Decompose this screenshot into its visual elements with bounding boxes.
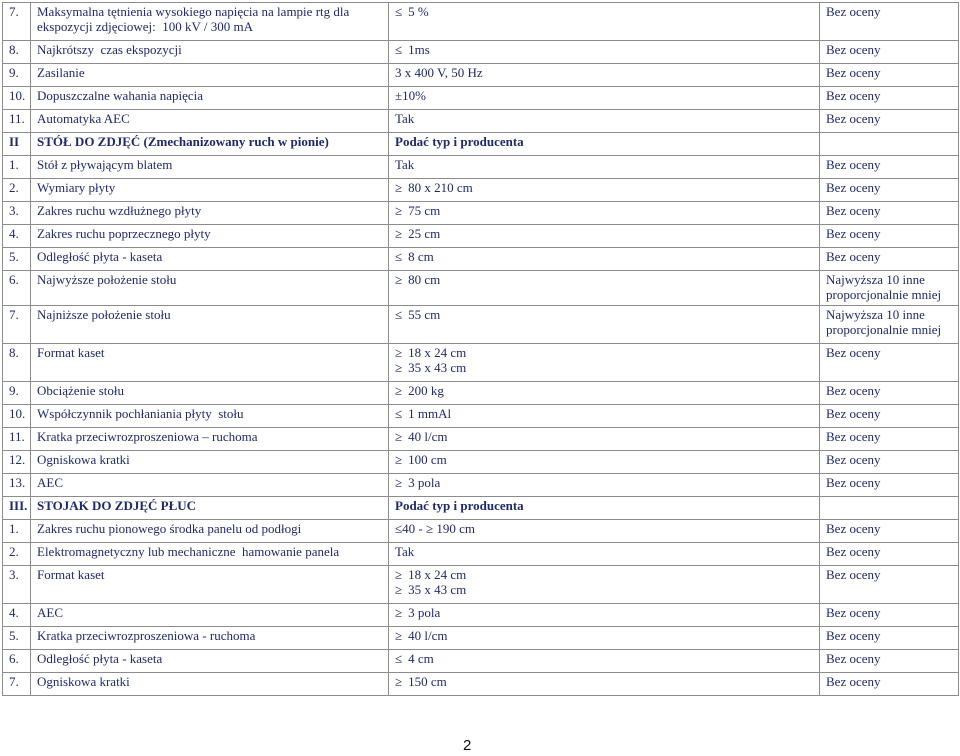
- row-number: 3.: [3, 202, 31, 225]
- evaluation-cell: Bez oceny: [820, 566, 959, 604]
- row-number: 13.: [3, 474, 31, 497]
- required-value-cell: [389, 87, 820, 110]
- parameter-label: Zakres ruchu wzdłużnego płyty: [31, 202, 389, 225]
- required-value-cell: [389, 248, 820, 271]
- required-value-cell: [389, 382, 820, 405]
- row-number: 12.: [3, 451, 31, 474]
- required-value: ≥ 25 cm: [395, 226, 814, 241]
- required-value: Tak: [395, 157, 415, 172]
- required-value-cell: [389, 474, 820, 497]
- table-row: [3, 248, 959, 271]
- row-number: 11.: [3, 110, 31, 133]
- required-value: ≥ 75 cm: [395, 203, 814, 218]
- parameter-label: Dopuszczalne wahania napięcia: [31, 87, 389, 110]
- required-value: Podać typ i producenta: [395, 134, 524, 149]
- parameter-label: Ogniskowa kratki: [31, 451, 389, 474]
- row-number: 7.: [3, 673, 31, 696]
- evaluation-cell: Bez oceny: [820, 41, 959, 64]
- parameter-label: Kratka przeciwrozproszeniowa - ruchoma: [31, 627, 389, 650]
- evaluation-cell: Bez oceny: [820, 673, 959, 696]
- row-number: 4.: [3, 225, 31, 248]
- row-number: III.: [3, 497, 31, 520]
- required-value-cell: [389, 497, 820, 520]
- required-value-cell: [389, 133, 820, 156]
- section-title: STÓŁ DO ZDJĘĆ (Zmechanizowany ruch w pionie): [31, 133, 389, 156]
- required-value-cell: [389, 41, 820, 64]
- table-row: [3, 405, 959, 428]
- required-value-cell: [389, 344, 820, 382]
- parameter-label: Odległość płyta - kaseta: [31, 650, 389, 673]
- table-row: [3, 87, 959, 110]
- table-row: [3, 650, 959, 673]
- parameter-label: Najkrótszy czas ekspozycji: [31, 41, 389, 64]
- required-value: Tak: [395, 111, 415, 126]
- parameter-label: Maksymalna tętnienia wysokiego napięcia na lampie rtg dla ekspozycji zdjęciowej: 100 kV / 300 mA: [31, 3, 389, 41]
- parameter-label: Obciążenie stołu: [31, 382, 389, 405]
- table-row: [3, 41, 959, 64]
- evaluation-cell: Bez oceny: [820, 543, 959, 566]
- table-row: [3, 474, 959, 497]
- evaluation-cell: Bez oceny: [820, 474, 959, 497]
- required-value: ≤ 4 cm: [395, 651, 814, 666]
- required-value-cell: [389, 650, 820, 673]
- table-row: [3, 225, 959, 248]
- required-value: ≤40 - ≥ 190 cm: [395, 521, 475, 536]
- row-number: 10.: [3, 405, 31, 428]
- parameter-label: Elektromagnetyczny lub mechaniczne hamowanie panela: [31, 543, 389, 566]
- specification-table-body: [3, 3, 959, 696]
- required-value: ≥ 18 x 24 cm: [395, 567, 814, 582]
- table-row: [3, 64, 959, 87]
- evaluation-cell: Bez oceny: [820, 225, 959, 248]
- required-value-cell: [389, 64, 820, 87]
- required-value: ≤ 1ms: [395, 42, 814, 57]
- required-value: ≥ 150 cm: [395, 674, 814, 689]
- parameter-label: Format kaset: [31, 344, 389, 382]
- required-value: ≥ 200 kg: [395, 383, 814, 398]
- table-row: [3, 202, 959, 225]
- table-row: [3, 604, 959, 627]
- evaluation-cell: Bez oceny: [820, 344, 959, 382]
- required-value: ≥ 3 pola: [395, 475, 814, 490]
- evaluation-cell: Bez oceny: [820, 382, 959, 405]
- required-value: ≥ 80 x 210 cm: [395, 180, 814, 195]
- required-value-cell: [389, 271, 820, 306]
- row-number: 2.: [3, 543, 31, 566]
- parameter-label: Odległość płyta - kaseta: [31, 248, 389, 271]
- required-value-cell: [389, 179, 820, 202]
- evaluation-cell: Bez oceny: [820, 650, 959, 673]
- table-row: [3, 673, 959, 696]
- row-number: 10.: [3, 87, 31, 110]
- table-row: [3, 382, 959, 405]
- required-value-cell: [389, 520, 820, 543]
- evaluation-cell: Bez oceny: [820, 202, 959, 225]
- row-number: 1.: [3, 520, 31, 543]
- row-number: 5.: [3, 248, 31, 271]
- evaluation-cell: Bez oceny: [820, 451, 959, 474]
- evaluation-cell: Bez oceny: [820, 64, 959, 87]
- required-value: 3 x 400 V, 50 Hz: [395, 65, 483, 80]
- parameter-label: Kratka przeciwrozproszeniowa – ruchoma: [31, 428, 389, 451]
- table-row: [3, 520, 959, 543]
- row-number: 8.: [3, 41, 31, 64]
- required-value: ≤ 1 mmAl: [395, 406, 814, 421]
- required-value: ≤ 8 cm: [395, 249, 814, 264]
- parameter-label: Zakres ruchu pionowego środka panelu od podłogi: [31, 520, 389, 543]
- row-number: 2.: [3, 179, 31, 202]
- parameter-label: Automatyka AEC: [31, 110, 389, 133]
- row-number: 9.: [3, 382, 31, 405]
- row-number: 6.: [3, 650, 31, 673]
- row-number: 7.: [3, 306, 31, 344]
- required-value: ≥ 18 x 24 cm: [395, 345, 814, 360]
- evaluation-cell: Bez oceny: [820, 87, 959, 110]
- required-value-cell: [389, 156, 820, 179]
- evaluation-cell: Bez oceny: [820, 627, 959, 650]
- section-row: [3, 497, 959, 520]
- parameter-label: Zasilanie: [31, 64, 389, 87]
- required-value-cell: [389, 673, 820, 696]
- parameter-label: Najniższe położenie stołu: [31, 306, 389, 344]
- row-number: 11.: [3, 428, 31, 451]
- page-number: 2: [463, 737, 472, 754]
- required-value-cell: [389, 543, 820, 566]
- evaluation-cell: Bez oceny: [820, 428, 959, 451]
- table-row: [3, 156, 959, 179]
- table-row: [3, 344, 959, 382]
- required-value-cell: [389, 566, 820, 604]
- evaluation-cell: Najwyższa 10 inne proporcjonalnie mniej: [820, 271, 959, 306]
- row-number: 9.: [3, 64, 31, 87]
- row-number: 5.: [3, 627, 31, 650]
- evaluation-cell: Bez oceny: [820, 156, 959, 179]
- table-row: [3, 306, 959, 344]
- row-number: 8.: [3, 344, 31, 382]
- table-row: [3, 3, 959, 41]
- evaluation-cell: Bez oceny: [820, 405, 959, 428]
- row-number: 4.: [3, 604, 31, 627]
- required-value-cell: [389, 202, 820, 225]
- required-value: ≥ 40 l/cm: [395, 628, 814, 643]
- table-row: [3, 627, 959, 650]
- required-value: ≤ 55 cm: [395, 307, 814, 322]
- section-row: [3, 133, 959, 156]
- parameter-label: Wymiary płyty: [31, 179, 389, 202]
- table-row: [3, 179, 959, 202]
- parameter-label: Współczynnik pochłaniania płyty stołu: [31, 405, 389, 428]
- evaluation-cell: Bez oceny: [820, 248, 959, 271]
- parameter-label: Stół z pływającym blatem: [31, 156, 389, 179]
- required-value: ≥ 3 pola: [395, 605, 814, 620]
- evaluation-cell: Najwyższa 10 inne proporcjonalnie mniej: [820, 306, 959, 344]
- required-value: ±10%: [395, 88, 426, 103]
- evaluation-cell: Bez oceny: [820, 110, 959, 133]
- row-number: 3.: [3, 566, 31, 604]
- table-row: [3, 110, 959, 133]
- required-value-cell: [389, 451, 820, 474]
- parameter-label: AEC: [31, 604, 389, 627]
- required-value-cell: [389, 3, 820, 41]
- required-value: ≥ 80 cm: [395, 272, 814, 287]
- row-number: 6.: [3, 271, 31, 306]
- parameter-label: AEC: [31, 474, 389, 497]
- required-value-cell: [389, 110, 820, 133]
- row-number: 1.: [3, 156, 31, 179]
- required-value: ≥ 35 x 43 cm: [395, 360, 814, 375]
- required-value: Podać typ i producenta: [395, 498, 524, 513]
- parameter-label: Zakres ruchu poprzecznego płyty: [31, 225, 389, 248]
- parameter-label: Najwyższe położenie stołu: [31, 271, 389, 306]
- table-row: [3, 451, 959, 474]
- required-value-cell: [389, 306, 820, 344]
- evaluation-cell: Bez oceny: [820, 3, 959, 41]
- evaluation-cell: [820, 497, 959, 520]
- required-value: ≥ 40 l/cm: [395, 429, 814, 444]
- required-value: ≥ 35 x 43 cm: [395, 582, 814, 597]
- parameter-label: Ogniskowa kratki: [31, 673, 389, 696]
- row-number: 7.: [3, 3, 31, 41]
- required-value-cell: [389, 405, 820, 428]
- evaluation-cell: Bez oceny: [820, 179, 959, 202]
- required-value-cell: [389, 627, 820, 650]
- required-value-cell: [389, 225, 820, 248]
- evaluation-cell: [820, 133, 959, 156]
- required-value-cell: [389, 428, 820, 451]
- evaluation-cell: Bez oceny: [820, 604, 959, 627]
- required-value-cell: [389, 604, 820, 627]
- table-row: [3, 543, 959, 566]
- specification-table: [2, 2, 959, 696]
- required-value: ≤ 5 %: [395, 4, 814, 19]
- section-title: STOJAK DO ZDJĘĆ PŁUC: [31, 497, 389, 520]
- table-row: [3, 271, 959, 306]
- table-row: [3, 566, 959, 604]
- parameter-label: Format kaset: [31, 566, 389, 604]
- row-number: II: [3, 133, 31, 156]
- required-value: Tak: [395, 544, 415, 559]
- table-row: [3, 428, 959, 451]
- evaluation-cell: Bez oceny: [820, 520, 959, 543]
- required-value: ≥ 100 cm: [395, 452, 814, 467]
